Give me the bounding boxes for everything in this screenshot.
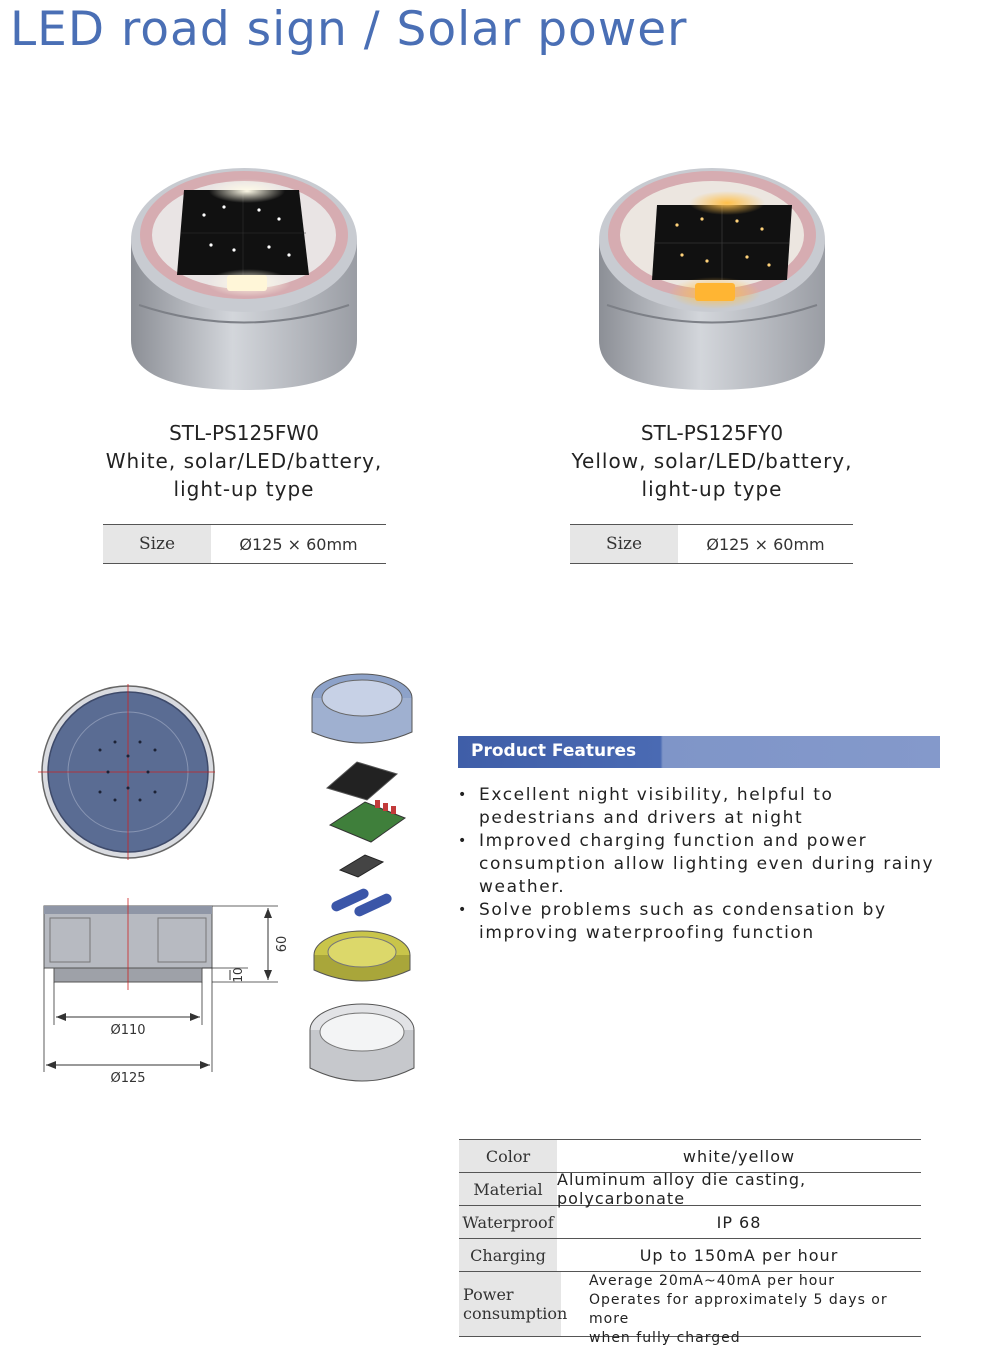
size-table-yellow bbox=[570, 524, 853, 564]
product-code: STL-PS125FY0 bbox=[640, 421, 784, 445]
feature-item: • Excellent night visibility, helpful to pedestrians and drivers at night bbox=[458, 784, 938, 830]
features-list bbox=[458, 784, 938, 945]
size-label: Size bbox=[570, 525, 678, 563]
road-stud-yellow-photo bbox=[577, 155, 847, 405]
spec-label: Material bbox=[459, 1173, 557, 1205]
spec-value bbox=[561, 1272, 921, 1346]
spec-value: IP 68 bbox=[716, 1212, 762, 1232]
spec-label: Waterproof bbox=[459, 1206, 557, 1238]
dim-height-label: 60 bbox=[275, 935, 290, 953]
spec-label: Charging bbox=[459, 1239, 557, 1271]
dim-outer-label: Ø125 bbox=[110, 1071, 146, 1086]
power-line-3: when fully charged bbox=[589, 1330, 741, 1346]
size-value: Ø125 × 60mm bbox=[706, 534, 825, 554]
spec-label: Color bbox=[459, 1140, 557, 1172]
spec-label: Power consumption bbox=[459, 1272, 561, 1336]
features-header bbox=[458, 736, 940, 768]
spec-row-material bbox=[459, 1170, 921, 1208]
size-value: Ø125 × 60mm bbox=[239, 534, 358, 554]
size-label: Size bbox=[103, 525, 211, 563]
spec-row-power bbox=[459, 1272, 921, 1346]
size-table-white bbox=[103, 524, 386, 564]
exploded-view bbox=[305, 670, 420, 1095]
features-heading: Product Features bbox=[471, 741, 637, 761]
spec-row-color bbox=[459, 1140, 921, 1173]
spec-value: Aluminum alloy die casting, polycarbonate bbox=[557, 1170, 807, 1208]
spec-table bbox=[459, 1139, 921, 1346]
road-stud-white-photo bbox=[109, 155, 379, 405]
power-line-2: Operates for approximately 5 days or more bbox=[589, 1292, 888, 1327]
product-description: White, solar/LED/battery, light-up type bbox=[105, 449, 383, 501]
technical-drawing bbox=[30, 680, 300, 1100]
feature-item: • Improved charging function and power consumption allow lighting even during rainy weather. bbox=[458, 830, 938, 899]
product-description: Yellow, solar/LED/battery, light-up type bbox=[571, 449, 853, 501]
spec-row-charging bbox=[459, 1239, 921, 1272]
product-card-white bbox=[94, 155, 394, 503]
dim-base-label: 10 bbox=[231, 967, 245, 983]
product-card-yellow bbox=[562, 155, 862, 503]
page-title: LED road sign / Solar power bbox=[10, 2, 688, 57]
spec-value: Up to 150mA per hour bbox=[639, 1245, 839, 1265]
spec-value: white/yellow bbox=[682, 1146, 796, 1166]
dim-inner-label: Ø110 bbox=[110, 1023, 146, 1038]
feature-item: • Solve problems such as condensation by improving waterproofing function bbox=[458, 899, 938, 945]
spec-row-waterproof bbox=[459, 1206, 921, 1239]
product-code: STL-PS125FW0 bbox=[169, 421, 319, 445]
power-line-1: Average 20mA~40mA per hour bbox=[589, 1273, 835, 1289]
